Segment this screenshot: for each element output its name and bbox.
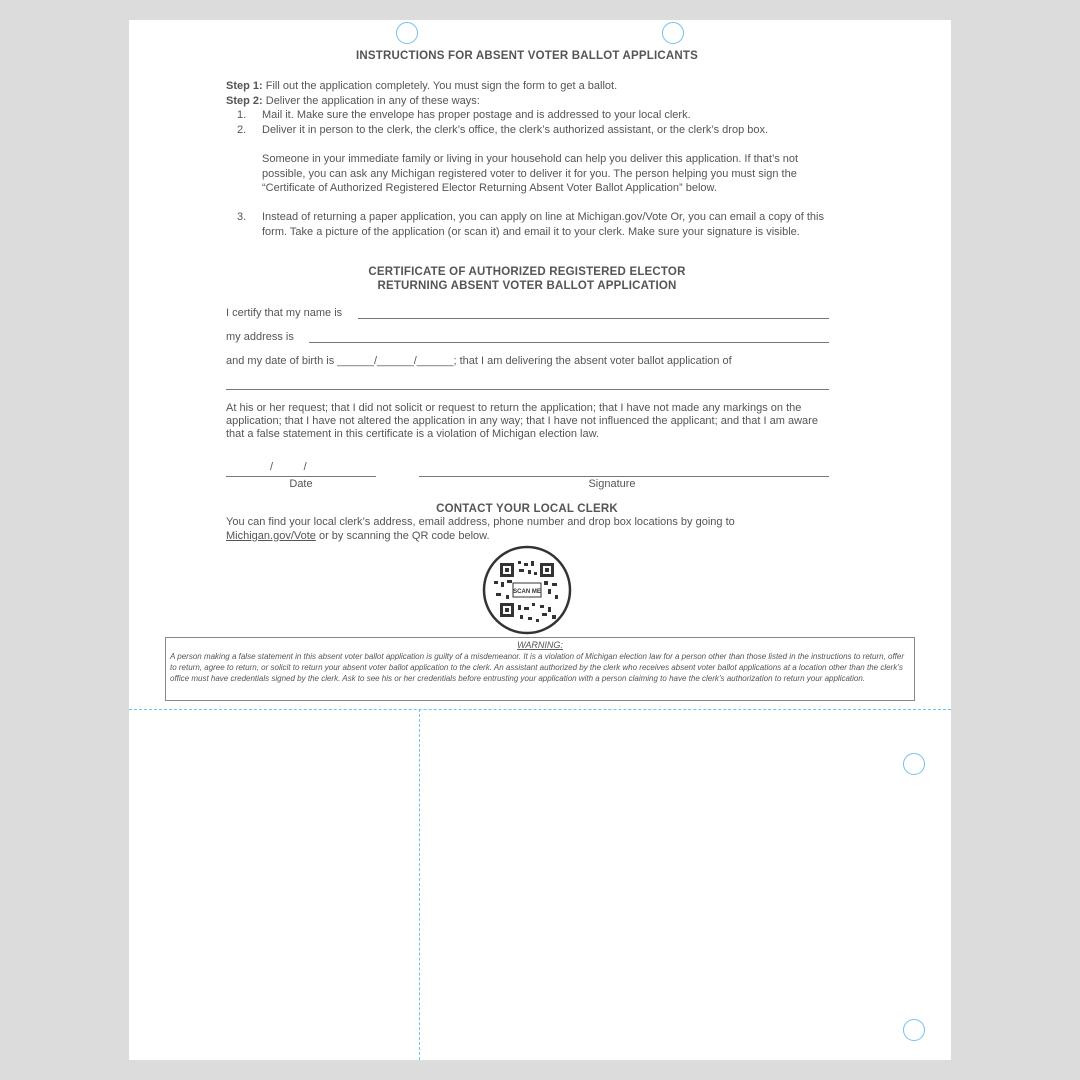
item-2-text: Deliver it in person to the clerk, the clerk’s office, the clerk’s authorized assistant, or the clerk’s drop box. [262,124,769,136]
punch-hole-marker [662,22,684,44]
punch-hole-marker [396,22,418,44]
qr-code[interactable] [482,545,572,635]
michigan-vote-link[interactable]: Michigan.gov/Vote [226,529,316,542]
punch-hole-marker [903,1019,925,1041]
applicant-name-field[interactable] [226,389,829,390]
contact-text [226,516,846,543]
item-3-text: Instead of returning a paper application, you can apply on line at Michigan.gov/Vote Or, you can email a copy of this form. Take a picture of the application (or scan it) and email it to your clerk. Make sure your signature is visible. [262,211,824,238]
certificate-title-line-2: RETURNING ABSENT VOTER BALLOT APPLICATION [377,280,677,292]
signature-caption: Signature [588,478,636,490]
certificate-title-line-1: CERTIFICATE OF AUTHORIZED REGISTERED ELECTOR [368,266,686,278]
date-field[interactable] [226,476,376,477]
name-label: I certify that my name is [226,307,343,319]
signature-field[interactable] [419,476,829,477]
contact-text-after: or by scanning the QR code below. [315,529,490,542]
date-caption: Date [289,478,313,490]
date-slashes: / / [270,461,307,473]
certificate-statement: At his or her request; that I did not solicit or request to return the application; that I have not made any markings on the application; that I have not altered the application in any way; that I have not influenced the applicant; and that I am aware that a false statement in this certificate is a violation of Michigan election law. [226,402,818,440]
warning-title: WARNING: [517,640,563,650]
warning-box [165,637,915,701]
address-label: my address is [226,331,294,343]
item-3-number: 3. [237,211,247,223]
step-2-text: Deliver the application in any of these ways: [265,95,480,107]
form-page [129,20,951,1060]
contact-title: CONTACT YOUR LOCAL CLERK [436,503,618,515]
step-1 [226,79,836,94]
item-1-number: 1. [237,109,247,121]
qr-scan-label: SCAN ME [513,589,541,595]
warning-text: A person making a false statement in this absent voter ballot application is guilty of a misdemeanor. It is a violation of Michigan election law for a person other than those listed in the instructions to return, offer to return, agree to return, or solicit to return your absent voter ballot application to the clerk. An assistant authorized by the clerk who receives absent voter ballot applications at a location other than the clerk’s office must have credentials signed by the clerk. Ask to see his or her credentials before entrusting your application with a person claiming to have the clerk’s authorization to return your application. [170,652,905,683]
item-2-number: 2. [237,124,247,136]
item-2-note: Someone in your immediate family or living in your household can help you deliver this application. If that’s not possible, you can ask any Michigan registered voter to deliver it for you. The person helping you must sign the “Certificate of Authorized Registered Elector Returning Absent Voter Ballot Application” below. [262,153,799,194]
contact-text-body: You can find your local clerk’s address, email address, phone number and drop box locations by going to [226,516,735,528]
fold-guide-vertical [419,709,420,1060]
dob-label: and my date of birth is ______/______/______; that I am delivering the absent voter ballot application of [226,355,732,367]
step-1-text: Fill out the application completely. You must sign the form to get a ballot. [265,80,618,92]
punch-hole-marker [903,753,925,775]
fold-guide-horizontal [129,709,951,710]
step-1-label: Step 1: [226,80,263,92]
item-1-text: Mail it. Make sure the envelope has proper postage and is addressed to your local clerk. [262,109,691,121]
name-field[interactable] [358,318,829,319]
address-field[interactable] [309,342,829,343]
step-2-label: Step 2: [226,95,263,107]
instructions-title: INSTRUCTIONS FOR ABSENT VOTER BALLOT APPLICANTS [355,50,699,62]
step-2 [226,94,836,109]
